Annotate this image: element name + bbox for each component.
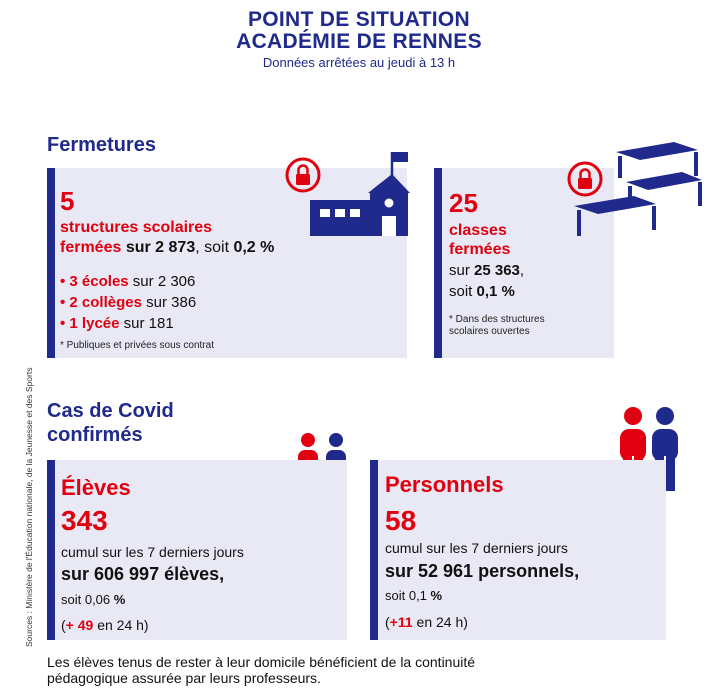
classes-label-2: fermées <box>449 241 511 258</box>
covid-title-1: Cas de Covid <box>47 400 174 422</box>
footer-line-2: pédagogique assurée par leurs professeurs. <box>47 670 321 686</box>
structures-number: 5 <box>60 186 75 216</box>
structures-total: 2 873 <box>155 239 196 256</box>
eleves-sur: sur 606 997 élèves, <box>61 564 225 584</box>
title-line-2: ACADÉMIE DE RENNES <box>236 30 482 53</box>
personnels-soit: soit 0,1 % <box>385 588 443 603</box>
classes-label-1: classes <box>449 222 507 239</box>
title-line-1: POINT DE SITUATION <box>247 8 470 31</box>
personnels-delta: (+11 en 24 h) <box>385 614 468 630</box>
list-item: • 2 collèges sur 386 <box>60 294 197 311</box>
eleves-delta: (+ 49 en 24 h) <box>61 617 149 633</box>
structures-note: * Publiques et privées sous contrat <box>60 340 214 351</box>
school-lock-icon <box>284 148 414 240</box>
structures-list <box>60 271 196 334</box>
eleves-cumul: cumul sur les 7 derniers jours <box>61 544 244 560</box>
fermetures-title: Fermetures <box>47 134 156 156</box>
eleves-panel-bar <box>47 460 55 640</box>
subtitle: Données arrêtées au jeudi à 13 h <box>262 55 456 70</box>
personnels-panel-bar <box>370 460 378 640</box>
eleves-label: Élèves <box>61 475 131 500</box>
classes-panel-bar <box>434 168 442 358</box>
personnels-cumul: cumul sur les 7 derniers jours <box>385 540 568 556</box>
personnels-label: Personnels <box>385 472 504 497</box>
structures-sur: sur <box>121 239 156 256</box>
structures-label-1: structures scolaires <box>60 219 213 236</box>
classes-pct: soit 0,1 % <box>449 283 515 300</box>
classes-note-2: scolaires ouvertes <box>449 326 530 337</box>
classes-total: sur 25 363, <box>449 262 525 279</box>
structures-pct: 0,2 % <box>233 239 275 256</box>
covid-title-2: confirmés <box>47 424 143 446</box>
structures-label-2 <box>60 239 274 257</box>
classes-note-1: * Dans des structures <box>449 314 545 325</box>
desks-lock-icon <box>564 138 704 243</box>
eleves-soit: soit 0,06 % <box>61 592 126 607</box>
footer-line-1: Les élèves tenus de rester à leur domicile bénéficient de la continuité <box>47 654 476 670</box>
personnels-sur: sur 52 961 personnels, <box>385 561 580 581</box>
sources-note: Sources : Ministère de l'Éducation nationale, de la Jeunesse et des Sports <box>24 367 34 647</box>
classes-number: 25 <box>449 188 478 218</box>
list-item: • 1 lycée sur 181 <box>60 315 174 332</box>
personnels-number: 58 <box>385 505 417 536</box>
list-item: • 3 écoles sur 2 306 <box>60 273 196 290</box>
structures-panel-bar <box>47 168 55 358</box>
structures-soit: , soit <box>195 239 234 256</box>
eleves-number: 343 <box>61 505 108 536</box>
structures-fermees: fermées <box>60 239 122 256</box>
